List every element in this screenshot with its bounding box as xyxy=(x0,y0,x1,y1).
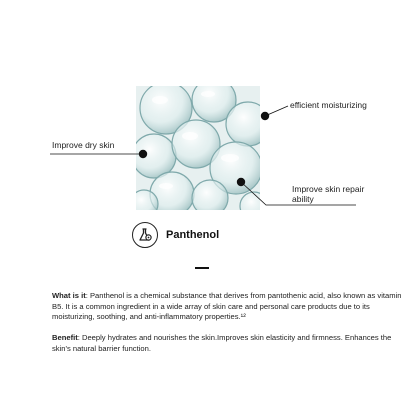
section-divider xyxy=(195,267,209,269)
callout-top-right: efficient moisturizing xyxy=(290,100,367,110)
leader-top-right xyxy=(265,106,288,116)
flask-gear-icon xyxy=(132,222,158,248)
callout-bottom-right: Improve skin repair ability xyxy=(292,184,365,204)
bubbles-graphic xyxy=(136,86,260,210)
what-is-it-label: What is it xyxy=(52,291,86,300)
moisture-bubbles-image xyxy=(136,86,260,210)
callout-left: Improve dry skin xyxy=(52,140,115,150)
product-name: Panthenol xyxy=(166,229,220,241)
what-is-it-paragraph xyxy=(52,291,402,323)
benefit-paragraph xyxy=(52,333,402,354)
callout-dot-top-right xyxy=(261,112,269,120)
product-label xyxy=(132,222,219,248)
benefit-text: : Deeply hydrates and nourishes the skin.Improves skin elasticity and firmness. Enhances the skin's natural barrier function. xyxy=(52,333,392,353)
benefit-label: Benefit xyxy=(52,333,78,342)
what-is-it-text: : Panthenol is a chemical substance that derives from pantothenic acid, also known as vitamin B5. It is a common ingredient in a wide array of skin care and personal care products due to its moisturizing, soothing, and anti-inflammatory properties.¹² xyxy=(52,291,402,322)
